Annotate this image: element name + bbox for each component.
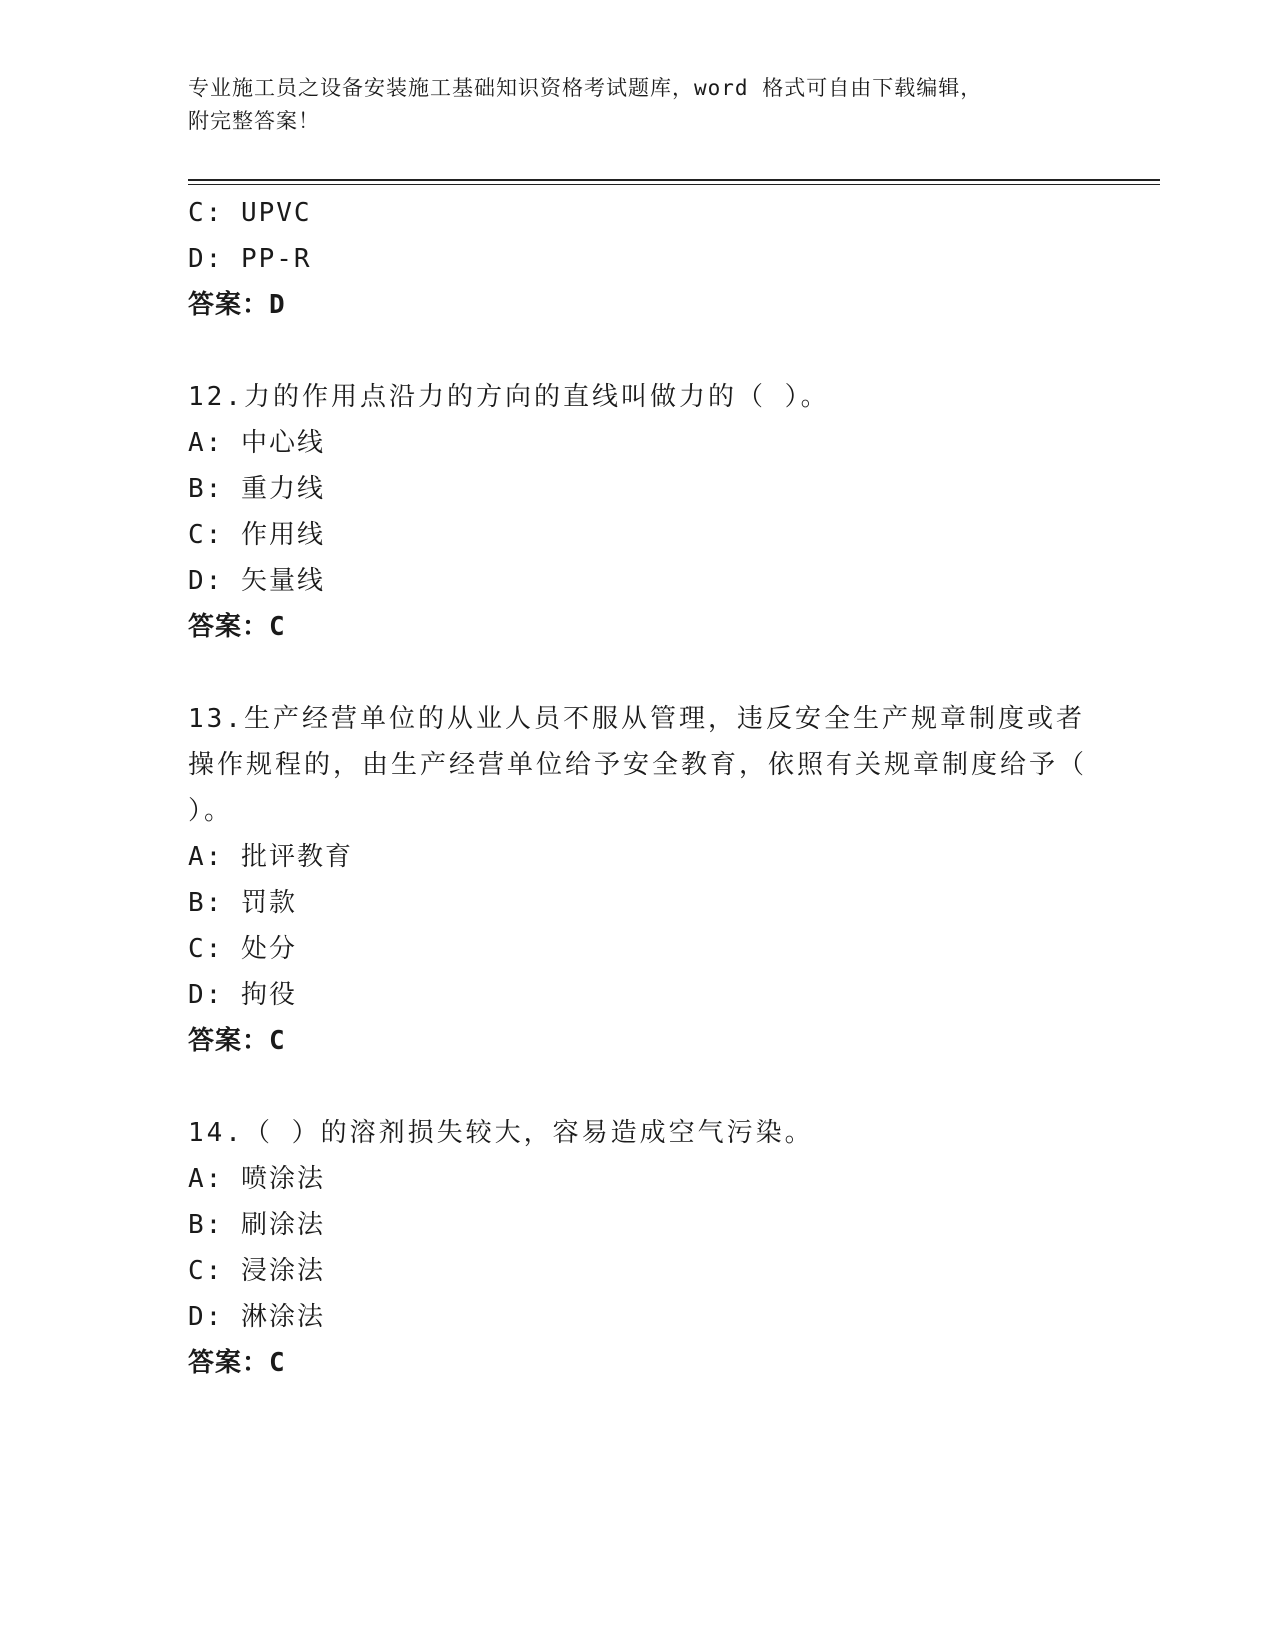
question-14 — [188, 1110, 1088, 1386]
option-c: C: 处分 — [188, 934, 297, 964]
option-b: B: 罚款 — [188, 888, 297, 918]
option-b: B: 刷涂法 — [188, 1210, 325, 1240]
spacer — [188, 1064, 1088, 1110]
document-header — [188, 72, 1088, 138]
option-d: D: 拘役 — [188, 980, 297, 1010]
header-line-2: 附完整答案！ — [188, 109, 320, 133]
previous-question-tail — [188, 190, 1088, 328]
option-c: C: 浸涂法 — [188, 1256, 325, 1286]
option-b: B: 重力线 — [188, 474, 325, 504]
option-d: D: 矢量线 — [188, 566, 325, 596]
question-stem: 13.生产经营单位的从业人员不服从管理，违反安全生产规章制度或者操作规程的，由生产经营单位给予安全教育，依照有关规章制度给予（ ）。 — [188, 704, 1088, 826]
spacer — [188, 650, 1088, 696]
option-c: C: 作用线 — [188, 520, 325, 550]
header-line-1: 专业施工员之设备安装施工基础知识资格考试题库，word 格式可自由下载编辑， — [188, 76, 983, 100]
header-divider-thin — [188, 184, 1160, 185]
question-13 — [188, 696, 1088, 1064]
header-divider-thick — [188, 179, 1160, 181]
answer-line: 答案：C — [188, 612, 286, 642]
question-12 — [188, 374, 1088, 650]
answer-line: 答案：C — [188, 1348, 286, 1378]
question-stem: 14.（ ）的溶剂损失较大，容易造成空气污染。 — [188, 1118, 814, 1148]
option-d: D: 淋涂法 — [188, 1302, 325, 1332]
question-content — [188, 190, 1088, 1386]
option-a: A: 喷涂法 — [188, 1164, 325, 1194]
option-a: A: 中心线 — [188, 428, 325, 458]
spacer — [188, 328, 1088, 374]
option-c: C: UPVC — [188, 198, 312, 228]
answer-line: 答案：C — [188, 1026, 286, 1056]
question-stem: 12.力的作用点沿力的方向的直线叫做力的（ ）。 — [188, 382, 830, 412]
option-d: D: PP-R — [188, 244, 312, 274]
option-a: A: 批评教育 — [188, 842, 353, 872]
answer-line: 答案：D — [188, 290, 286, 320]
